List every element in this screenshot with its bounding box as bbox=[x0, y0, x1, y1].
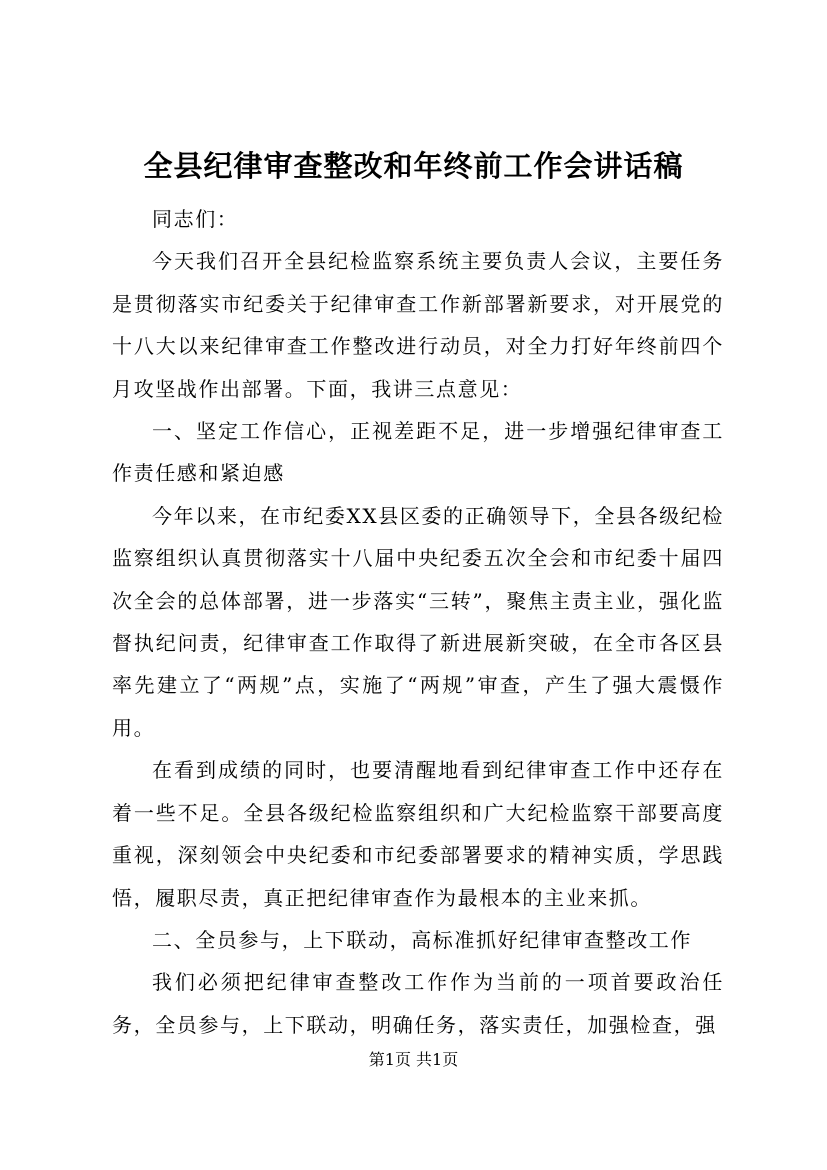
section-heading-1: 一、坚定工作信心，正视差距不足，进一步增强纪律审查工作责任感和紧迫感 bbox=[112, 419, 724, 486]
document-title: 全县纪律审查整改和年终前工作会讲话稿 bbox=[143, 149, 684, 183]
paragraph-achievements: 今年以来，在市纪委XX县区委的正确领导下，全县各级纪检监察组织认真贯彻落实十八届中央纪委五次全会和市纪委十届四次全会的总体部署，进一步落实“三转”，聚焦主责主业，强化监督执纪问责，纪律审查工作取得了新进展新突破，在全市各区县率先建立了“两规”点，实施了“两规”审查，产生了强大震慑作用。 bbox=[112, 503, 724, 740]
page-number-footer: 第1页 共1页 bbox=[368, 1050, 459, 1069]
paragraph-shortcomings: 在看到成绩的同时，也要清醒地看到纪律审查工作中还存在着一些不足。全县各级纪检监察组织和广大纪检监察干部要高度重视，深刻领会中央纪委和市纪委部署要求的精神实质，学思践悟，履职尽责，真正把纪律审查作为最根本的主业来抓。 bbox=[112, 758, 724, 910]
paragraph-intro: 今天我们召开全县纪检监察系统主要负责人会议，主要任务是贯彻落实市纪委关于纪律审查工作新部署新要求，对开展党的十八大以来纪律审查工作整改进行动员，对全力打好年终前四个月攻坚战作出部署。下面，我讲三点意见： bbox=[112, 249, 724, 401]
section-heading-2: 二、全员参与，上下联动，高标准抓好纪律审查整改工作 bbox=[152, 927, 692, 952]
paragraph-rectification: 我们必须把纪律审查整改工作作为当前的一项首要政治任务，全员参与，上下联动，明确任务，落实责任，加强检查，强 bbox=[112, 970, 724, 1037]
salutation: 同志们： bbox=[152, 207, 239, 231]
document-body bbox=[112, 198, 724, 1046]
